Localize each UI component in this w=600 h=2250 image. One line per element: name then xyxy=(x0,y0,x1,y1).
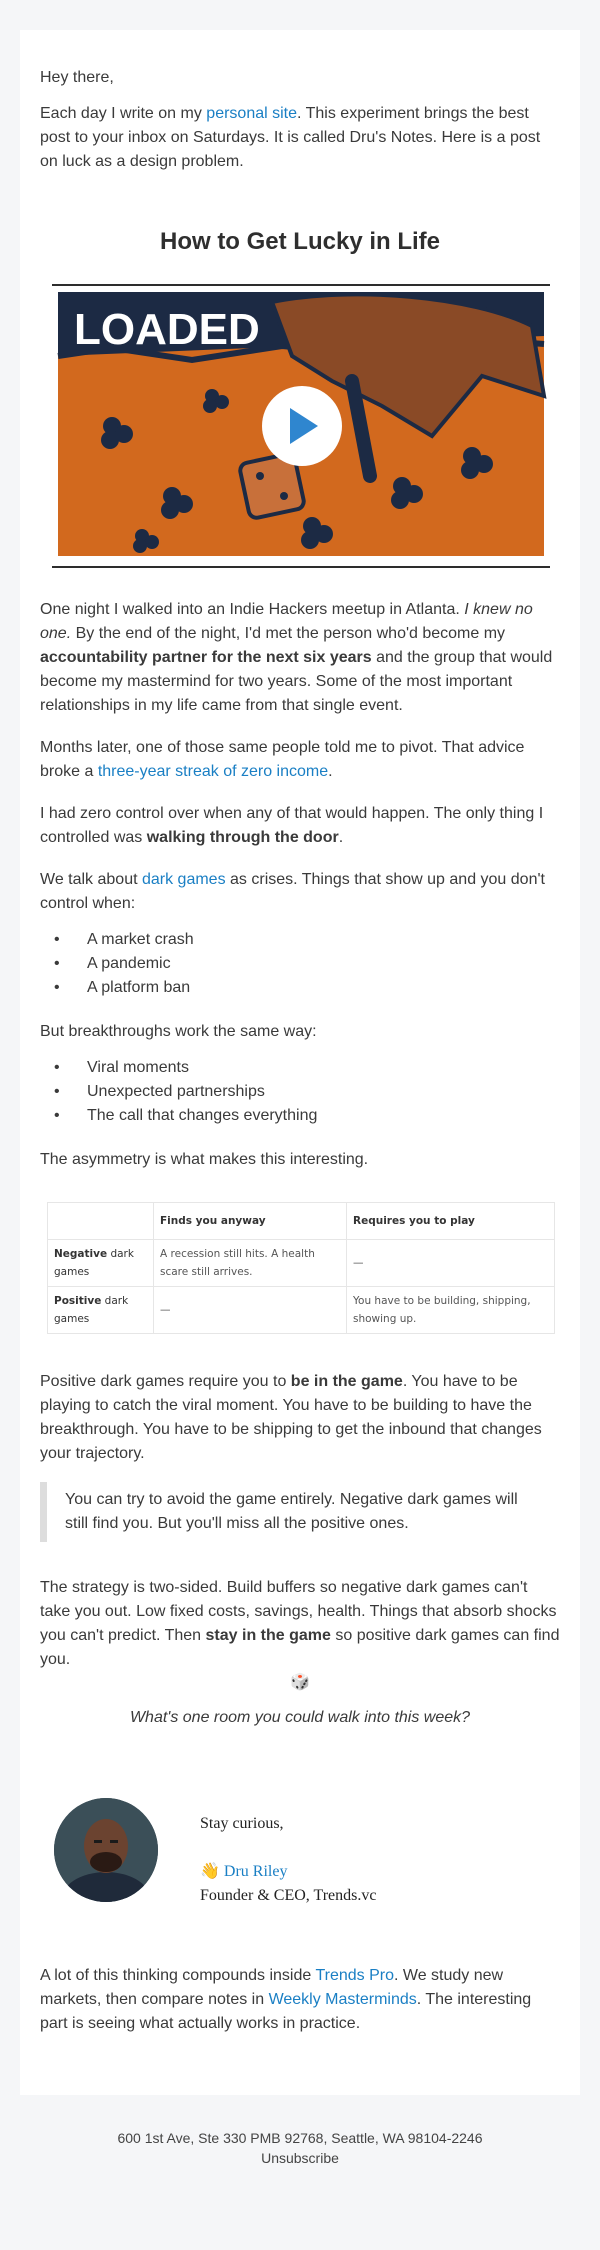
intro-text: Each day I write on my xyxy=(40,105,207,122)
wave-icon: 👋 xyxy=(200,1863,220,1880)
table-cell: You have to be building, shipping, showing up. xyxy=(347,1287,555,1334)
quote-text: You can try to avoid the game entirely. Negative dark games will still find you. But you'll miss all the positive ones. xyxy=(65,1491,518,1532)
row-label-bold: Negative xyxy=(54,1248,108,1260)
text: One night I walked into an Indie Hackers meetup in Atlanta. xyxy=(40,601,465,618)
footer-address: 600 1st Ave, Ste 330 PMB 92768, Seattle, WA 98104-2246 xyxy=(117,2130,483,2146)
text: A lot of this thinking compounds inside xyxy=(40,1967,316,1984)
table-cell: — xyxy=(347,1240,555,1287)
text: Months later, one of those same people told me to pivot. That advice broke a xyxy=(40,739,525,780)
bold-text: walking through the door xyxy=(146,829,339,846)
list-item xyxy=(40,1104,560,1128)
table-header xyxy=(48,1203,154,1240)
dark-games-paragraph xyxy=(40,868,560,916)
text: as crises. Things that show up and you don't control when: xyxy=(40,871,545,912)
bullet: • xyxy=(54,1083,60,1100)
table-cell: — xyxy=(154,1287,347,1334)
list-item-text: A platform ban xyxy=(87,979,191,996)
text: . We study new markets, then compare notes in xyxy=(40,1967,504,2008)
text: We talk about xyxy=(40,871,142,888)
story-paragraph xyxy=(40,598,560,718)
list-item xyxy=(40,1080,560,1104)
intro-text-end: . This experiment brings the best post to your inbox on Saturdays. It is called Dru's Notes. Here is a post on luck as a design problem. xyxy=(40,105,541,170)
text: By the end of the night, I'd met the person who'd become my xyxy=(71,625,506,642)
intro-paragraph xyxy=(40,102,560,174)
post-title: How to Get Lucky in Life xyxy=(159,228,441,255)
positive-games-paragraph xyxy=(40,1370,560,1466)
text: . You have to be playing to catch the viral moment. You have to be building to have the breakthrough. You have to be shipping to get the inbound that changes your trajectory. xyxy=(40,1373,542,1462)
list-item-text: Viral moments xyxy=(87,1059,189,1076)
thumbnail-word: LOADED xyxy=(74,305,260,354)
row-label-bold: Positive xyxy=(54,1295,102,1307)
table-header: Requires you to play xyxy=(347,1203,555,1240)
breakthrough-list xyxy=(40,1056,560,1128)
bullet: • xyxy=(54,1107,60,1124)
pivot-paragraph xyxy=(40,736,560,784)
weekly-masterminds-link[interactable]: Weekly Masterminds xyxy=(268,1991,417,2008)
control-paragraph xyxy=(40,802,560,850)
dark-games-link[interactable]: dark games xyxy=(141,871,226,888)
bullet: • xyxy=(54,955,60,972)
signature-closing: Stay curious, xyxy=(200,1815,284,1832)
bullet: • xyxy=(54,979,60,996)
table-cell: A recession still hits. A health scare still arrives. xyxy=(154,1240,347,1287)
list-item xyxy=(40,1056,560,1080)
trends-pro-paragraph xyxy=(40,1964,560,2036)
text: . The interesting part is seeing what actually works in practice. xyxy=(40,1991,532,2032)
text: The strategy is two-sided. Build buffers so negative dark games can't take you out. Low fixed costs, savings, health. Things that absorb shocks you can't predict. Then xyxy=(40,1579,557,1644)
text: so positive dark games can find you. xyxy=(40,1627,560,1668)
bold-text: be in the game xyxy=(290,1373,403,1390)
dice-icon: 🎲 xyxy=(290,1674,310,1691)
bullet: • xyxy=(54,1059,60,1076)
table-row xyxy=(48,1287,555,1334)
bold-text: accountability partner for the next six years xyxy=(40,649,372,666)
row-label xyxy=(48,1240,154,1287)
table-row xyxy=(48,1240,555,1287)
signature-name-line xyxy=(200,1860,287,1884)
bold-text: stay in the game xyxy=(205,1627,331,1644)
breakthrough-paragraph: But breakthroughs work the same way: xyxy=(40,1023,317,1040)
greeting: Hey there, xyxy=(40,69,114,86)
bullet: • xyxy=(54,931,60,948)
list-item xyxy=(40,976,560,1000)
row-label xyxy=(48,1287,154,1334)
table-header: Finds you anyway xyxy=(154,1203,347,1240)
strategy-paragraph xyxy=(40,1576,560,1672)
dark-games-table xyxy=(47,1202,555,1334)
table-header-row xyxy=(48,1203,555,1240)
zero-income-link[interactable]: three-year streak of zero income xyxy=(97,763,329,780)
list-item-text: Unexpected partnerships xyxy=(87,1083,265,1100)
signature-role: Founder & CEO, Trends.vc xyxy=(200,1887,377,1904)
personal-site-link[interactable]: personal site xyxy=(206,105,298,122)
author-name-link[interactable]: Dru Riley xyxy=(223,1863,288,1880)
row-label-rest: dark games xyxy=(54,1295,129,1325)
italic-text: I knew no one. xyxy=(40,601,533,642)
trends-pro-link[interactable]: Trends Pro xyxy=(315,1967,394,1984)
avatar xyxy=(54,1798,158,1902)
list-item-text: The call that changes everything xyxy=(87,1107,318,1124)
email-footer xyxy=(0,2128,600,2168)
thumbnail-art xyxy=(52,286,550,566)
text: . xyxy=(328,763,333,780)
text: and the group that would become my mastermind for two years. Some of the most important relationships in my life came from that single event. xyxy=(40,649,553,714)
list-item-text: A market crash xyxy=(87,931,194,948)
list-item xyxy=(40,952,560,976)
list-item xyxy=(40,928,560,952)
video-thumbnail[interactable] xyxy=(52,284,550,568)
email-card xyxy=(20,30,580,2095)
closing-question: What's one room you could walk into this week? xyxy=(129,1709,471,1726)
text: Positive dark games require you to xyxy=(40,1373,291,1390)
avatar-portrait xyxy=(54,1798,158,1902)
list-item-text: A pandemic xyxy=(87,955,171,972)
blockquote xyxy=(40,1482,567,1542)
asymmetry-paragraph: The asymmetry is what makes this interesting. xyxy=(40,1151,369,1168)
text: . xyxy=(338,829,344,846)
text: I had zero control over when any of that would happen. The only thing I controlled was xyxy=(40,805,544,846)
crisis-list xyxy=(40,928,560,1000)
unsubscribe-link[interactable]: Unsubscribe xyxy=(261,2150,339,2166)
row-label-rest: dark games xyxy=(54,1248,134,1278)
